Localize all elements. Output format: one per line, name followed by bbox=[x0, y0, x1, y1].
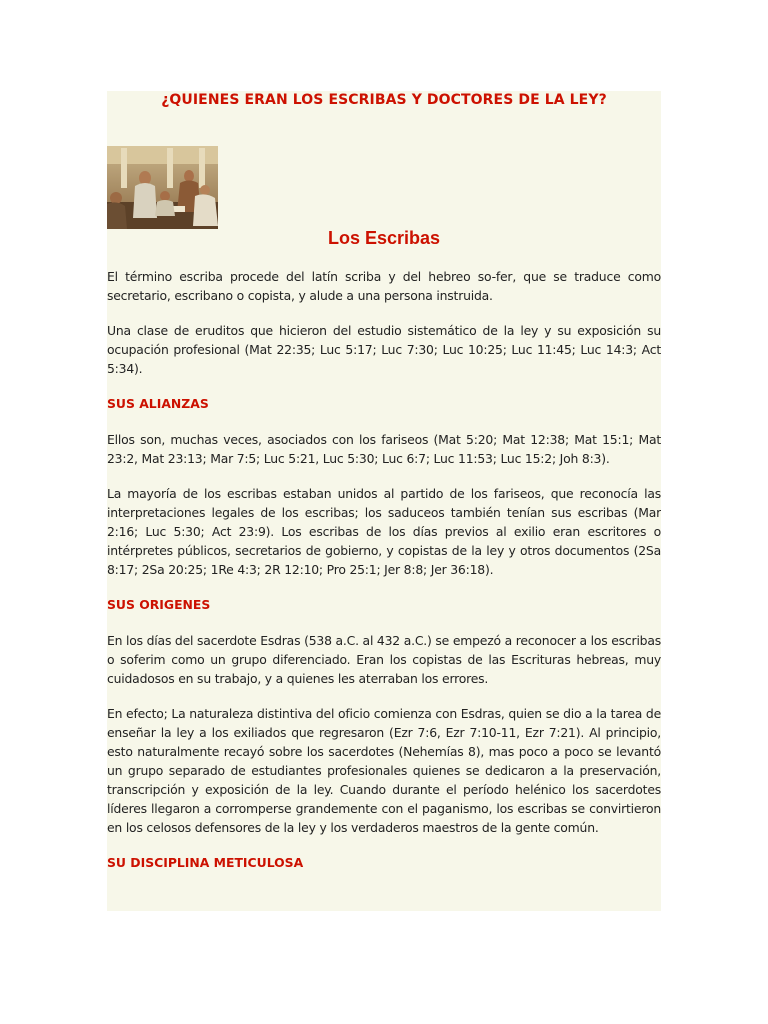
body-paragraph: El término escriba procede del latín scriba y del hebreo so-fer, que se traduce como secretario, escribano o copista, y alude a una persona instruida. bbox=[107, 269, 661, 303]
body-paragraph: La mayoría de los escribas estaban unidos al partido de los fariseos, que reconocía las interpretaciones legales de los escribas; los saduceos también tenían sus escribas (Mar 2:16; Luc 5:30; Act 23:9). Los escribas de los días previos al exilio eran escritores o intérpretes públicos, secretarios de gobierno, y copistas de la ley y otros documentos (2Sa 8:17; 2Sa 20:25; 1Re 4:3; 2R 12:10; Pro 25:1; Jer 8:8; Jer 36:18). bbox=[107, 486, 661, 577]
section-heading: SU DISCIPLINA METICULOSA bbox=[107, 855, 304, 870]
document-page bbox=[107, 91, 661, 911]
body-paragraph: En los días del sacerdote Esdras (538 a.C. al 432 a.C.) se empezó a reconocer a los escribas o soferim como un grupo diferenciado. Eran los copistas de las Escrituras hebreas, muy cuidadosos en su trabajo, y a quienes les aterraban los errores. bbox=[107, 633, 661, 686]
body-paragraph: Una clase de eruditos que hicieron del estudio sistemático de la ley y su exposición su ocupación profesional (Mat 22:35; Luc 5:17; Luc 7:30; Luc 10:25; Luc 11:45; Luc 14:3; Act 5:34). bbox=[107, 323, 661, 376]
body-paragraph: En efecto; La naturaleza distintiva del oficio comienza con Esdras, quien se dio a la tarea de enseñar la ley a los exiliados que regresaron (Ezr 7:6, Ezr 7:10-11, Ezr 7:21). Al principio, esto naturalmente recayó sobre los sacerdotes (Nehemías 8), mas poco a poco se levantó un grupo separado de estudiantes profesionales quienes se dedicaron a la preservación, transcripción y exposición de la ley. Cuando durante el período helénico los sacerdotes líderes llegaron a corromperse grandemente con el paganismo, los escribas se convirtieron en los celosos defensores de la ley y los verdaderos maestros de la gente común. bbox=[107, 706, 661, 835]
document-body bbox=[107, 267, 661, 889]
document-title: ¿QUIENES ERAN LOS ESCRIBAS Y DOCTORES DE LA LEY? bbox=[161, 92, 607, 108]
scribes-painting-image bbox=[107, 146, 218, 229]
section-heading: SUS ALIANZAS bbox=[107, 396, 209, 411]
section-heading: SUS ORIGENES bbox=[107, 597, 211, 612]
body-paragraph: Ellos son, muchas veces, asociados con los fariseos (Mat 5:20; Mat 12:38; Mat 15:1; Mat 23:2, Mat 23:13; Mar 7:5; Luc 5:21, Luc 5:30; Luc 6:7; Luc 11:53; Luc 15:2; Joh 8:3). bbox=[107, 432, 661, 466]
section-title: Los Escribas bbox=[327, 228, 441, 248]
